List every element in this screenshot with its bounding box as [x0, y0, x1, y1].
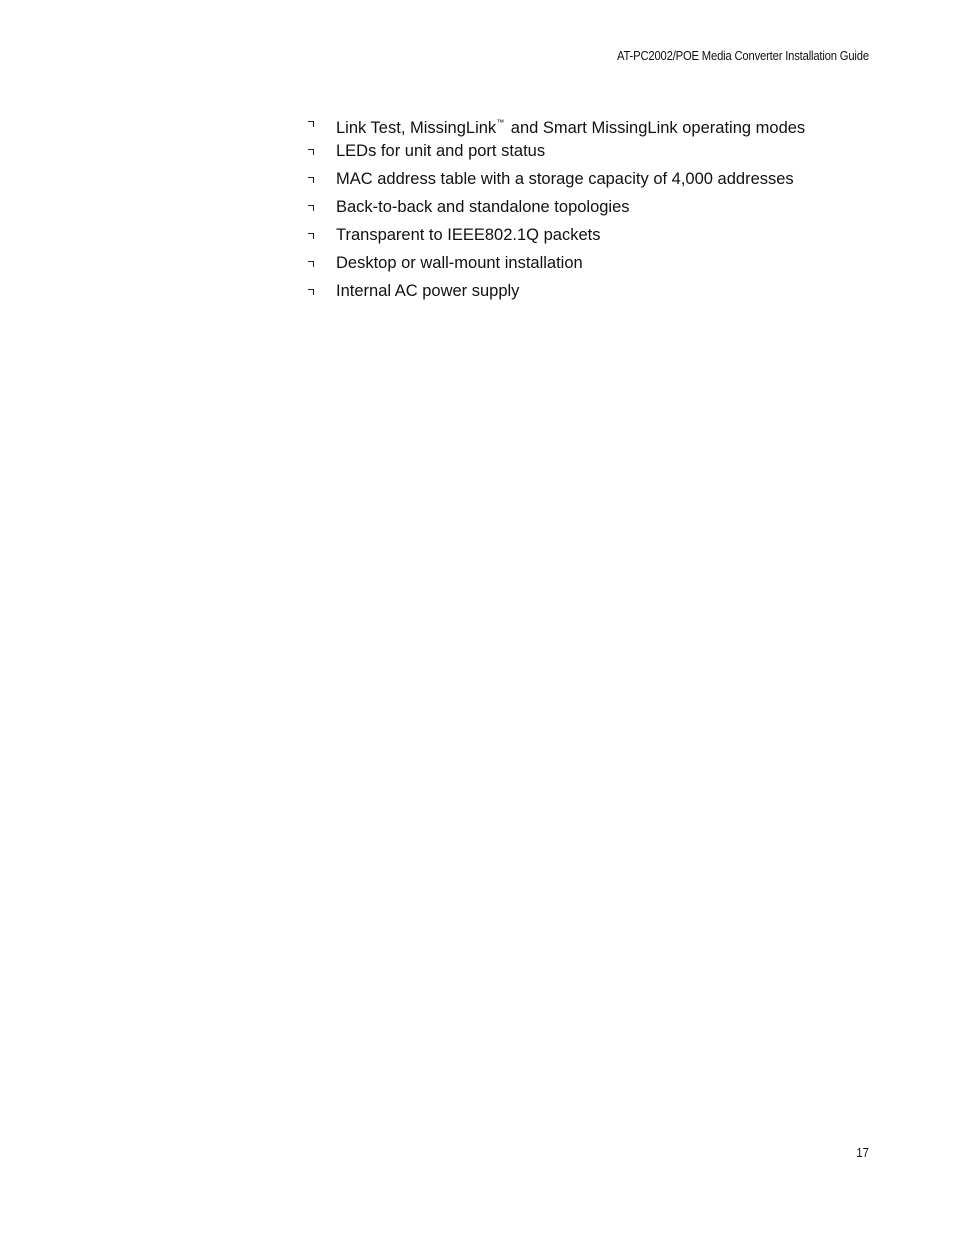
list-item-text: Back-to-back and standalone topologies: [336, 198, 630, 216]
square-bullet-icon: [308, 233, 314, 239]
running-header: AT-PC2002/POE Media Converter Installation Guide: [617, 49, 869, 63]
list-item-text-end: and Smart MissingLink operating modes: [506, 119, 806, 137]
square-bullet-icon: [308, 261, 314, 267]
list-item-text: Transparent to IEEE802.1Q packets: [336, 226, 601, 244]
page-number: 17: [856, 1146, 869, 1160]
list-item-text: Desktop or wall-mount installation: [336, 254, 583, 272]
list-item-text: Internal AC power supply: [336, 282, 520, 300]
trademark-symbol: ™: [496, 118, 505, 127]
square-bullet-icon: [308, 289, 314, 295]
list-item-text: MAC address table with a storage capacity of 4,000 addresses: [336, 170, 794, 188]
square-bullet-icon: [308, 205, 314, 211]
list-item-text: [336, 112, 805, 139]
square-bullet-icon: [308, 177, 314, 183]
square-bullet-icon: [308, 121, 314, 127]
list-item-text-start: Link Test, MissingLink: [336, 119, 497, 137]
list-item-text: LEDs for unit and port status: [336, 142, 546, 160]
square-bullet-icon: [308, 149, 314, 155]
